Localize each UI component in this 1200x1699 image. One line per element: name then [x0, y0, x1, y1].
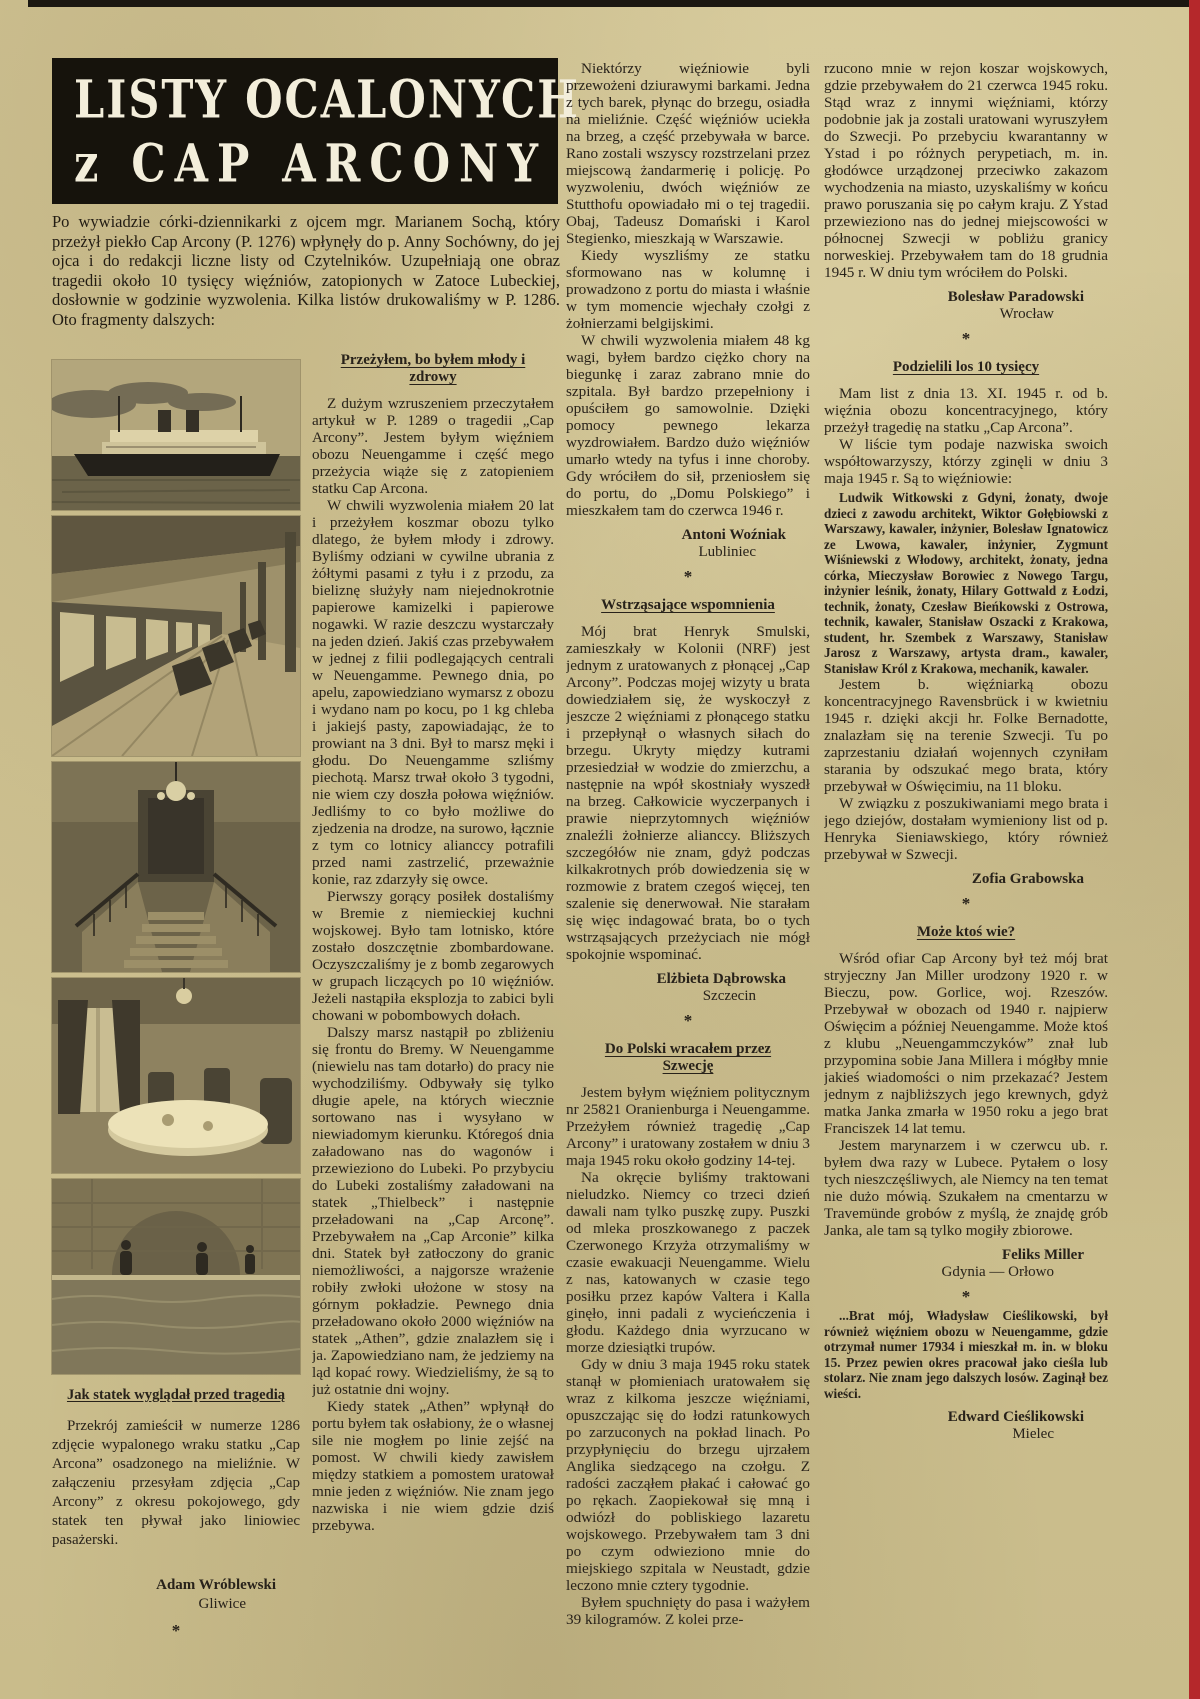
- asterisk-separator: *: [961, 894, 971, 913]
- article-masthead: [52, 58, 580, 204]
- paragraph: Mój brat Henryk Smulski, zamieszkały w Kolonii (NRF) jest jednym z uratowanych z płonącej „Cap Arcony”. Podczas mojej wizyty u brata dowiedziałem się, że wyskoczył z jeszcze 2 więźniami z płonącego statku i przepłynął o własnych siłach do brzegu. Ukryty między kutrami przesiedział w wodzie do zmierzchu, a następnie na wpół skostniały wyszedł na brzeg. Całkowicie wyczerpanych i prawie nieprzytomnych więźniów znaleźli żołnierze alianccy. Bliższych szczegółów nie znam, gdyż podczas kilkakrotnych prób dowiedzenia się w rozmowie z bratem czegoś więcej, ten szalenie się denerwował. Nie starałam się więc indagować brata, bo o tych wstrząsających przeżyciach nie mógł spokojnie wspominać.: [566, 623, 810, 963]
- photo-grand-staircase: [52, 762, 300, 972]
- signature-name: Elżbieta Dąbrowska: [656, 971, 786, 987]
- signature-name: Adam Wróblewski: [156, 1577, 276, 1593]
- letter-heading: Może ktoś wie?: [916, 924, 1016, 940]
- signature-name: Feliks Miller: [1001, 1247, 1084, 1263]
- paragraph: W liście tym podaje nazwiska swoich współtowarzyszy, którzy zginęli w dniu 3 maja 1945 r. Są to więźniowie:: [824, 436, 1108, 487]
- paragraph: Gdy w dniu 3 maja 1945 roku statek stanął w płomieniach uratowałem się wraz z kilkoma jeszcze więźniami, opuszczając się do łodzi ratunkowych po zarzuconych na pokład linach. Po przypłynięciu do brzegu ujrzałem Anglika siedzącego na czołgu. Z radości zacząłem płakać i całować go po rękach. Zaopiekował się mną i odwiózł do pobliskiego lazaretu wojskowego. Przebywałem tam 3 dni po czym odwieziono mnie do miejskiego szpitala w Neustadt, gdzie leczono mnie cztery tygodnie.: [566, 1356, 810, 1594]
- letter-heading: Podzielili los 10 tysięcy: [892, 359, 1040, 375]
- paragraph: rzucono mnie w rejon koszar wojskowych, gdzie przebywałem do 21 czerwca 1945 roku. Stąd wraz z innymi więźniami, którzy podobnie jak ja zostali uratowani wyruszyłem do Szwecji. Po przebyciu kwarantanny w Ystad i po różnych perypetiach, m. in. głodówce urządzonej przeciwko zakazom wychodzenia na miasto, uzyskaliśmy w końcu prawo poruszania się po całym kraju. Z Ystad przewieziono nas do jednej miejscowości w północnej Szwecji w pobliżu granicy norweskiej. Przebywałem tam do 18 grudnia 1945 r. W dniu tym wróciłem do Polski.: [824, 60, 1108, 281]
- photo-promenade-deck: [52, 516, 300, 756]
- signature-name: Zofia Grabowska: [971, 871, 1084, 887]
- paragraph: Wśród ofiar Cap Arcony był też mój brat stryjeczny Jan Miller urodzony 1920 r. w Bieczu, pow. Gorlice, woj. Rzeszów. Przebywał w obozach od 1940 r. najpierw Oświęcim a później Neuengamme. Może ktoś z klubu „Neuengammczyków” znał lub przypomina sobie Jana Millera i mógłby mnie jakieś wiadomości o nim przekazać? Jestem jednym z najbliższych jego krewnych, gdyż matka Janka zmarła w 1950 roku a jego brat Franciszek 14 lat temu.: [824, 950, 1108, 1137]
- signature-name: Antoni Woźniak: [681, 527, 786, 543]
- signature-place: Gdynia — Orłowo: [941, 1264, 1054, 1280]
- masthead-title-line1: LISTY OCALONYCH: [74, 70, 580, 131]
- asterisk-separator: *: [961, 329, 971, 348]
- paragraph: Na okręcie byliśmy traktowani nieludzko. Niemcy co trzeci dzień dawali nam tylko puszkę zupy. Puszki od mleka proszkowanego z paczek Czerwonego Krzyża otrzymaliśmy w czasie ewakuacji Neuengamme. Wielu z nas, katowanych w czasie tego posiłku przez kapów Valtera i Kalla ginęło, inni padali z wycieńczenia i głodu. Każdego dnia wyrzucano w morze dziesiątki trupów.: [566, 1169, 810, 1356]
- asterisk-separator: *: [171, 1621, 181, 1640]
- paragraph: Jestem b. więźniarką obozu koncentracyjnego Ravensbrück i w kwietniu 1945 r. dzięki akcji hr. Folke Bernadotte, znalazłam się na terenie Szwecji. Tu po zaprzestaniu działań wojennych czyniłam starania by odszukać mego brata, który przebywał w Oświęcimiu, na 11 bloku.: [824, 676, 1108, 795]
- letter-heading: Wstrząsające wspomnienia: [601, 597, 775, 613]
- page-edge-top: [28, 0, 1190, 7]
- column-2: [312, 352, 554, 1699]
- signature-name: Edward Cieślikowski: [947, 1409, 1084, 1425]
- reader-note: Przekrój zamieścił w numerze 1286 zdjęcie wypalonego wraku statku „Cap Arcona” osadzonego na mieliźnie. W załączeniu przesyłam zdjęcia „Cap Arcony” z okresu pokojowego, gdy statek ten pływał jako liniowiec pasażerski.: [52, 1418, 300, 1548]
- signature-place: Gliwice: [198, 1596, 246, 1612]
- signature-place: Mielec: [1012, 1426, 1054, 1442]
- page-edge-right: [1189, 0, 1200, 1699]
- paragraph: Jestem marynarzem i w czerwcu ub. r. byłem dwa razy w Lubece. Pytałem o losy tych nieszczęśliwych, ale Niemcy na ten temat nie dużo mówią. Szukałem na cmentarzu w Travemünde grobów z myślą, że znajdę grób Janka, ale tam są tylko mogiły zbiorowe.: [824, 1137, 1108, 1239]
- signature-name: Bolesław Paradowski: [947, 289, 1084, 305]
- paragraph: Z dużym wzruszeniem przeczytałem artykuł w P. 1289 o tragedii „Cap Arcony”. Jestem byłym więźniem obozu Neuengamme i część mego przeżycia wiąże się z zatopieniem statku Cap Arcona.: [312, 395, 554, 497]
- asterisk-separator: *: [961, 1287, 971, 1306]
- paragraph: Mam list z dnia 13. XI. 1945 r. od b. więźnia obozu koncentracyjnego, który przeżył tragedię na statku „Cap Arcona”.: [824, 385, 1108, 436]
- column-3: [566, 60, 810, 1699]
- signature-place: Szczecin: [702, 988, 756, 1004]
- paragraph: Pierwszy gorący posiłek dostaliśmy w Bremie z niemieckiej kuchni wojskowej. Było tam lotnisko, które zostało doszczętnie zbombardowane. Oczyszczaliśmy je z bomb zegarowych w grupach liczących po 10 więźniów. Jeżeli nastąpiła eksplozja to zabici byli chowani w pobombowych dołach.: [312, 888, 554, 1024]
- paragraph: ...Brat mój, Władysław Cieślikowski, był również więźniem obozu w Neuengamme, gdzie otrzymał numer 17934 i mieszkał m. in. w bloku 15. Przez pewien okres pracował jako cieśla lub stolarz. Nie znam jego dalszych losów. Zaginął bez wieści.: [824, 1308, 1108, 1401]
- asterisk-separator: *: [683, 1011, 693, 1030]
- photo-column: [52, 360, 300, 1643]
- signature-place: Wrocław: [999, 306, 1054, 322]
- masthead-title-line2: z CAP ARCONY: [74, 134, 548, 195]
- asterisk-separator: *: [683, 567, 693, 586]
- paragraph: Kiedy statek „Athen” wpłynął do portu byłem tak osłabiony, że o własnej sile nie mogłem po linie zejść na pomost. W chwili kiedy zawisłem między statkiem a pomostem uratował mnie jeden z więźniów. Nie znam jego nazwiska i nie wiem gdzie dziś przebywa.: [312, 1398, 554, 1534]
- photo-swimming-pool: [52, 1179, 300, 1374]
- paragraph: W chwili wyzwolenia miałem 48 kg wagi, byłem bardzo ciężko chory na biegunkę i zaraz zabrano mnie do szpitala. Był bardzo przepełniony i opuściłem go samowolnie. Dzięki pomocy pewnego lekarza wyzdrowiałem. Bardzo dużo więźniów umarło wtedy na tyfus i inne choroby. Gdy wróciłem do sił, przeniosłem się do portu, do „Domu Polskiego” i mieszkałem tam do czerwca 1946 r.: [566, 332, 810, 519]
- photo-caption: Jak statek wyglądał przed tragedią: [66, 1387, 286, 1403]
- letter-heading: Przeżyłem, bo byłem młody i zdrowy: [340, 352, 526, 385]
- paragraph: Byłem spuchnięty do pasa i ważyłem 39 kilogramów. Z kolei prze-: [566, 1594, 810, 1628]
- paragraph: W związku z poszukiwaniami mego brata i jego dziejów, dostałam wymieniony list od p. Henryka Sieniawskiego, który również przebywał w Szwecji.: [824, 795, 1108, 863]
- letter-heading: Do Polski wracałem przez Szwecję: [604, 1041, 772, 1074]
- article-lede: Po wywiadzie córki-dziennikarki z ojcem mgr. Marianem Sochą, który przeżył piekło Cap Arcony (P. 1276) wpłynęły do p. Anny Sochówny, do jej ojca i do redakcji liczne listy od Czytelników. Uzupełniają one obraz tragedii około 10 tysięcy więźniów, zatopionych w Zatoce Lubeckiej, dosłownie w godzinie wyzwolenia. Kilka listów drukowaliśmy w P. 1286. Oto fragmenty dalszych:: [52, 212, 560, 329]
- paragraph: Jestem byłym więźniem politycznym nr 25821 Oranienburga i Neuengamme. Przeżyłem również tragedię „Cap Arcony” i uratowany zostałem w dniu 3 maja 1945 roku około godziny 14-tej.: [566, 1084, 810, 1169]
- paragraph: Niektórzy więźniowie byli przewożeni dziurawymi barkami. Jedna z tych barek, płynąc do brzegu, osiadła na mieliźnie. Część więźniów uciekła na brzeg, a część przebywała w barce. Rano zostali wszyscy rozstrzelani przez miejscową żandarmerię i policję. Po wyzwoleniu, dwóch więźniów ze Stutthofu opowiadało mi o tej tragedii. Obaj, Tadeusz Domański i Karol Stegienko, mieszkają w Warszawie.: [566, 60, 810, 247]
- paragraph: Dalszy marsz nastąpił po zbliżeniu się frontu do Bremy. W Neuengamme (niewielu nas tam dotarło) do pracy nie wychodziliśmy. Odbywały się tylko długie apele, na których wiecznie sortowano nas i wysyłano w niewiadomym kierunku. Któregoś dnia załadowano nas do wagonów i przewieziono do Lubeki. Po przybyciu do Lubeki zostaliśmy załadowani na statek „Thielbeck” i następnie przeładowani na „Cap Arconę”. Przebywałem na „Cap Arconie” kilka dni. Statek był zatłoczony do granic niemożliwości, a najgorsze wrażenie robiły zwłoki ułożone w stosy na górnym pokładzie. Pewnego dnia przeładowano około 2000 więźniów na statek „Athen”, gdzie znalazłem się i ja. Zapowiedziano nam, że jedziemy na ląd kopać rowy. Wiedzieliśmy, że są to już ostatnie dni wojny.: [312, 1024, 554, 1398]
- photo-ship-at-sea: [52, 360, 300, 510]
- signature-place: Lubliniec: [698, 544, 756, 560]
- victims-list: Ludwik Witkowski z Gdyni, żonaty, dwoje dzieci z zawodu architekt, Wiktor Gołębiowski z Warszawy, kawaler, inżynier, Bolesław Ignatowicz ze Lwowa, kawaler, inżynier, Zygmunt Wiśniewski z Włodowy, architekt, żonaty, jedna córka, Mieczysław Borowiec z Nowego Targu, inżynier leśnik, żonaty, Hilary Gottwald z Łodzi, technik, żonaty, Czesław Bieńkowski z Ostrowa, technik, kawaler, Stanisław Oszacki z Krakowa, student, hr. Szembek z Warszawy, Stanisław Jarosz z Warszawy, artysta dram., kawaler, Stanisław Król z Krakowa, mechanik, kawaler.: [824, 490, 1108, 676]
- photo-salon-interior: [52, 978, 300, 1173]
- paragraph: W chwili wyzwolenia miałem 20 lat i przeżyłem koszmar obozu tylko dlatego, że byłem młody i zdrowy. Byliśmy odziani w cywilne ubrania z żółtymi pasami z tyłu i z przodu, za bieliznę służyły nam niejednokrotnie papierowe kamizelki i papierowe nogawki. W razie deszczu wystarczały na jeden dzień. Jakiś czas przebywałem w jednej z filii podlegających centrali w Neuengamme. Pewnego dnia, po apelu, zapowiedziano wymarsz z obozu i wydano nam po kocu, po 1 kg chleba i jakiejś pasty, zapowiadając, że to prowiant na 3 dni. Był to marsz męki i głodu. Do Neuengamme szliśmy piechotą. Marsz trwał około 3 tygodni, nie wiem czy doszła połowa więźniów. Jedliśmy to co było możliwe do zjedzenia na drodze, na surowo, łącznie z tym co lotnicy alianccy potrafili przed nami zastrzelić, przeważnie konie, raz zdarzyły się owce.: [312, 497, 554, 888]
- paragraph: Kiedy wyszliśmy ze statku sformowano nas w kolumnę i prowadzono z portu do miasta i właśnie w tym momencie wjechały czołgi z żołnierzami belgijskimi.: [566, 247, 810, 332]
- column-4: [824, 60, 1108, 1699]
